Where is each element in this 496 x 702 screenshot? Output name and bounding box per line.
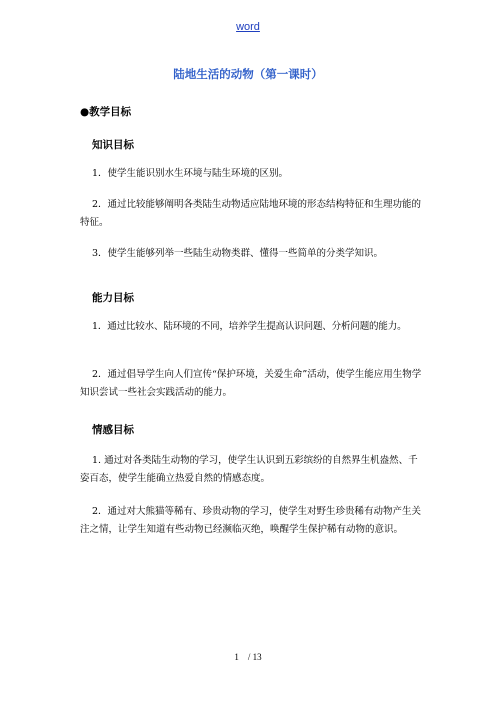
knowledge-objective-1: 1．使学生能识别水生环境与陆生环境的区别。 — [92, 168, 289, 179]
ability-objectives-heading: 能力目标 — [92, 292, 134, 304]
document-title: 陆地生活的动物（第一课时） — [173, 67, 323, 81]
ability-objective-2: 2．通过倡导学生向人们宣传“保护环境，关爱生命”活动，使学生能应用生物学知识尝试一些社会实践活动的能力。 — [80, 369, 422, 398]
header-word-label: word — [236, 21, 260, 33]
emotion-objective-1: 1. 通过对各类陆生动物的学习，使学生认识到五彩缤纷的自然界生机盎然、千姿百态，使学生能确立热爱自然的情感态度。 — [80, 455, 418, 484]
knowledge-objective-3: 3．使学生能够列举一些陆生动物类群、懂得一些简单的分类学知识。 — [92, 248, 384, 259]
knowledge-objective-2: 2．通过比较能够阐明各类陆生动物适应陆地环境的形态结构特征和生理功能的特征。 — [80, 199, 422, 228]
objectives-heading: ●教学目标 — [80, 106, 132, 118]
knowledge-objectives-heading: 知识目标 — [92, 139, 134, 151]
emotion-objectives-heading: 情感目标 — [92, 424, 134, 436]
ability-objective-1: 1．通过比较水、陆环境的不同，培养学生提高认识问题、分析问题的能力。 — [92, 321, 407, 332]
emotion-objective-2: 2．通过对大熊猫等稀有、珍贵动物的学习，使学生对野生珍贵稀有动物产生关注之情，让学生知道有些动物已经濒临灭绝，唤醒学生保护稀有动物的意识。 — [80, 506, 422, 535]
page-number: 1 / 13 — [234, 652, 262, 662]
